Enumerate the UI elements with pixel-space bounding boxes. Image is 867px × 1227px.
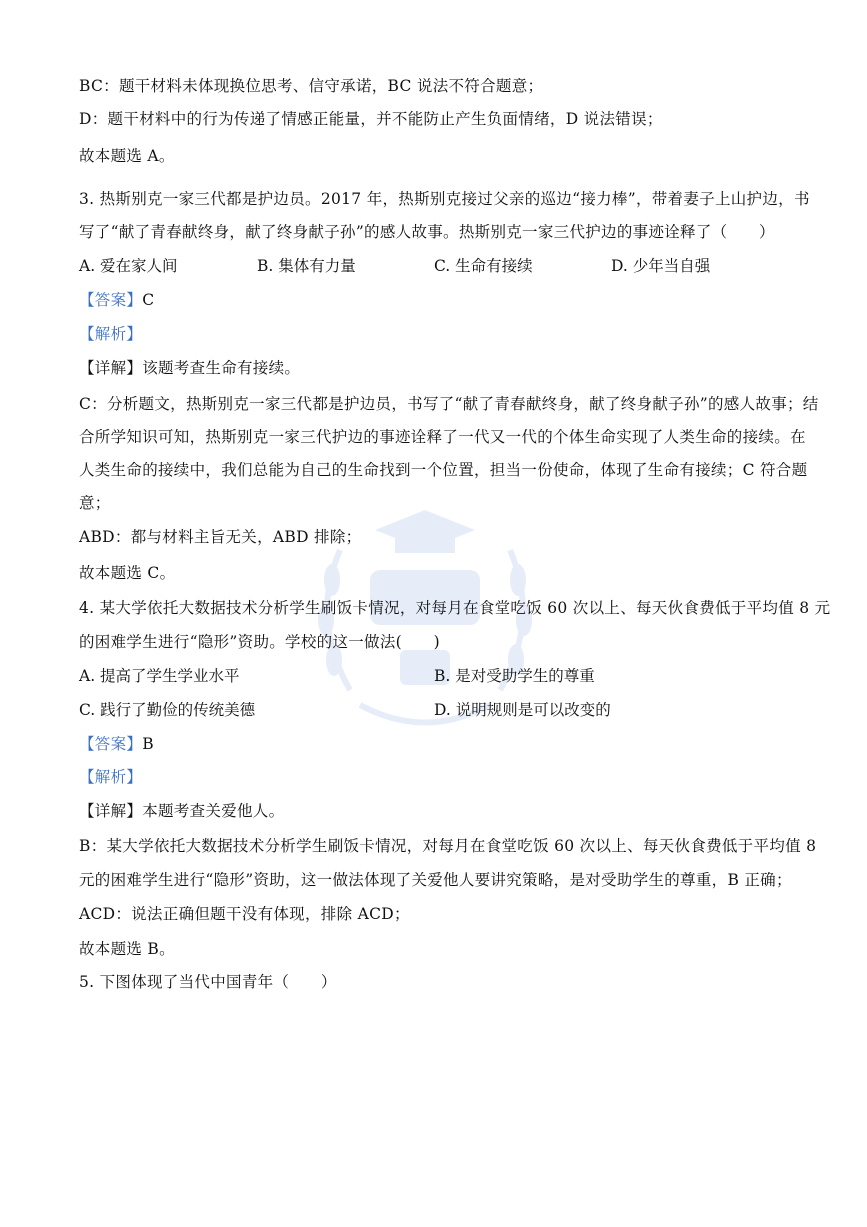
q3-c-line-3: 人类生命的接续中，我们总能为自己的生命找到一个位置，担当一份使命，体现了生命有接续；C 符合题 [79,461,808,479]
q4-detail-text: 本题考查关爱他人。 [142,802,285,820]
q4-option-b: B. 是对受助学生的尊重 [434,667,595,685]
q2-final-answer: 故本题选 A。 [79,147,175,165]
q3-detail-text: 该题考查生命有接续。 [142,359,301,377]
q2-d-explanation: D：题干材料中的行为传递了情感正能量，并不能防止产生负面情绪，D 说法错误； [79,110,663,128]
detail-tag: 【详解】 [79,359,143,377]
answer-tag: 【答案】 [79,291,143,309]
q3-c-line-2: 合所学知识可知，热斯别克一家三代护边的事迹诠释了一代又一代的个体生命实现了人类生命的接续。在 [79,428,806,446]
q3-final-answer: 故本题选 C。 [79,564,176,582]
q4-option-a: A. 提高了学生学业水平 [79,667,240,685]
q5-stem: 5. 下图体现了当代中国青年（ ） [79,973,337,991]
q4-analysis [79,767,142,787]
q3-detail [79,358,300,378]
q3-option-d: D. 少年当自强 [611,257,711,275]
analysis-tag: 【解析】 [79,768,143,786]
q4-option-c: C. 践行了勤俭的传统美德 [79,701,256,719]
q3-option-c: C. 生命有接续 [434,257,533,275]
q3-analysis [79,324,142,344]
q4-answer-value: B [142,735,154,753]
q3-c-line-1: C：分析题文，热斯别克一家三代都是护边员，书写了“献了青春献终身，献了终身献子孙”的感人故事；结 [79,395,819,413]
q3-stem-line-1: 3. 热斯别克一家三代都是护边员。2017 年，热斯别克接过父亲的巡边“接力棒”，带着妻子上山护边，书 [79,190,810,208]
analysis-tag: 【解析】 [79,325,143,343]
detail-tag: 【详解】 [79,802,143,820]
q3-answer [79,290,154,310]
q4-b-line-1: B：某大学依托大数据技术分析学生刷饭卡情况，对每月在食堂吃饭 60 次以上、每天伙食费低于平均值 8 [79,837,817,855]
q3-stem-line-2: 写了“献了青春献终身，献了终身献子孙”的感人故事。热斯别克一家三代护边的事迹诠释了（ ） [79,223,775,241]
q3-c-line-4: 意； [79,494,111,512]
answer-tag: 【答案】 [79,735,143,753]
q4-answer [79,734,154,754]
q4-acd-explanation: ACD：说法正确但题干没有体现，排除 ACD； [79,905,410,923]
q4-stem-line-2: 的困难学生进行“隐形”资助。学校的这一做法( ) [79,633,440,651]
q3-option-b: B. 集体有力量 [257,257,356,275]
q3-abd-explanation: ABD：都与材料主旨无关，ABD 排除； [79,528,362,546]
q4-detail [79,801,284,821]
q4-final-answer: 故本题选 B。 [79,940,175,958]
q3-option-a: A. 爱在家人间 [79,257,178,275]
q3-answer-value: C [142,291,155,309]
q4-option-d: D. 说明规则是可以改变的 [434,701,611,719]
q4-b-line-2: 元的困难学生进行“隐形”资助，这一做法体现了关爱他人要讲究策略，是对受助学生的尊重，B 正确； [79,871,792,889]
q2-bc-explanation: BC：题干材料未体现换位思考、信守承诺，BC 说法不符合题意； [79,77,544,95]
q4-stem-line-1: 4. 某大学依托大数据技术分析学生刷饭卡情况，对每月在食堂吃饭 60 次以上、每天伙食费低于平均值 8 元 [79,599,831,617]
